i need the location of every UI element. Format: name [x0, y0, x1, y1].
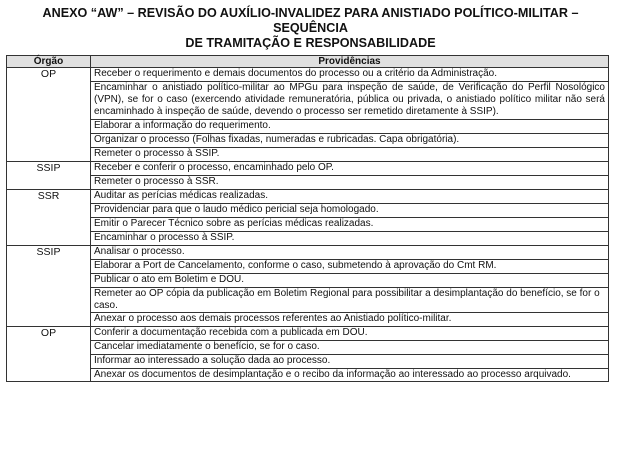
providencia-cell: Conferir a documentação recebida com a publicada em DOU.	[91, 327, 609, 341]
table-row	[7, 68, 609, 82]
table-row	[7, 259, 609, 273]
providencia-cell: Emitir o Parecer Técnico sobre as perícias médicas realizadas.	[91, 217, 609, 231]
header-orgao: Órgão	[7, 56, 91, 68]
orgao-cell-ssr: SSR	[7, 189, 91, 245]
header-providencias: Providências	[91, 56, 609, 68]
table-row	[7, 203, 609, 217]
table-row	[7, 287, 609, 312]
providencia-cell: Elaborar a informação do requerimento.	[91, 119, 609, 133]
table-row	[7, 369, 609, 382]
table-row	[7, 313, 609, 327]
procedure-table	[6, 55, 609, 382]
providencia-cell: Remeter o processo à SSIP.	[91, 147, 609, 161]
providencia-cell: Organizar o processo (Folhas fixadas, numeradas e rubricadas. Capa obrigatória).	[91, 133, 609, 147]
providencia-cell: Remeter ao OP cópia da publicação em Boletim Regional para possibilitar a desimplantação do benefício, se for o caso.	[91, 287, 609, 312]
providencia-cell: Encaminhar o anistiado político-militar ao MPGu para inspeção de saúde, de Verificação do Perfil Nosológico (VPN), se for o caso (exercendo atividade remuneratória, pública ou privada, o anistiado político militar não será encaminhado à inspeção de saúde, devendo o processo ser remetido diretamente à SSIP).	[91, 82, 609, 120]
table-row	[7, 133, 609, 147]
table-row	[7, 245, 609, 259]
table-row	[7, 175, 609, 189]
providencia-cell: Publicar o ato em Boletim e DOU.	[91, 273, 609, 287]
providencia-cell: Auditar as perícias médicas realizadas.	[91, 189, 609, 203]
providencia-cell: Elaborar a Port de Cancelamento, conforme o caso, submetendo à aprovação do Cmt RM.	[91, 259, 609, 273]
providencia-cell: Informar ao interessado a solução dada ao processo.	[91, 355, 609, 369]
providencia-cell: Anexar os documentos de desimplantação e o recibo da informação ao interessado ao processo arquivado.	[91, 369, 609, 382]
table-row	[7, 189, 609, 203]
providencia-cell: Anexar o processo aos demais processos referentes ao Anistiado político-militar.	[91, 313, 609, 327]
table-row	[7, 147, 609, 161]
document-title	[6, 6, 615, 51]
table-header-row	[7, 56, 609, 68]
table-row	[7, 119, 609, 133]
table-row	[7, 341, 609, 355]
providencia-cell: Providenciar para que o laudo médico pericial seja homologado.	[91, 203, 609, 217]
orgao-cell-op: OP	[7, 327, 91, 382]
title-line-1: ANEXO “AW” – REVISÃO DO AUXÍLIO-INVALIDEZ PARA ANISTIADO POLÍTICO-MILITAR – SEQUÊNCIA	[42, 6, 579, 35]
table-row	[7, 273, 609, 287]
orgao-cell-ssip: SSIP	[7, 161, 91, 189]
providencia-cell: Receber o requerimento e demais documentos do processo ou a critério da Administração.	[91, 68, 609, 82]
providencia-cell: Receber e conferir o processo, encaminhado pelo OP.	[91, 161, 609, 175]
providencia-cell: Encaminhar o processo à SSIP.	[91, 231, 609, 245]
providencia-cell: Remeter o processo à SSR.	[91, 175, 609, 189]
table-row	[7, 355, 609, 369]
table-row	[7, 82, 609, 120]
orgao-cell-ssip: SSIP	[7, 245, 91, 326]
table-row	[7, 217, 609, 231]
table-row	[7, 327, 609, 341]
title-line-2: DE TRAMITAÇÃO E RESPONSABILIDADE	[185, 36, 436, 50]
providencia-cell: Analisar o processo.	[91, 245, 609, 259]
table-row	[7, 161, 609, 175]
providencia-cell: Cancelar imediatamente o benefício, se for o caso.	[91, 341, 609, 355]
orgao-cell-op: OP	[7, 68, 91, 162]
table-row	[7, 231, 609, 245]
